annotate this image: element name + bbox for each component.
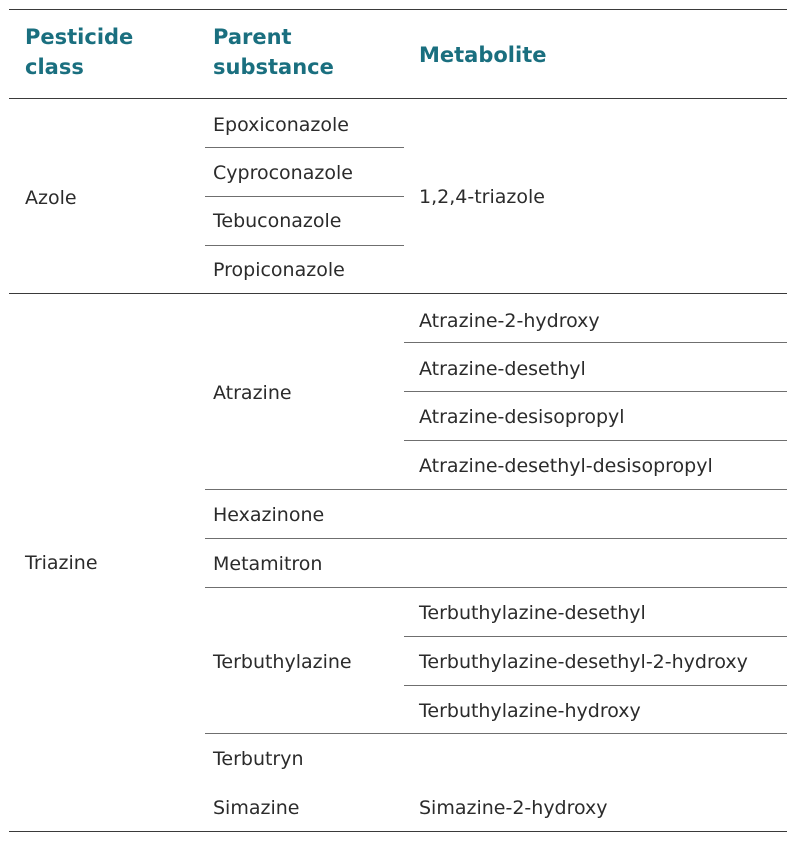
parent-metamitron: Metamitron [213,553,323,575]
row-divider [205,587,787,588]
row-divider [205,196,404,197]
header-pesticide-class [25,22,133,82]
table-bottom-rule [9,831,787,832]
row-divider [205,538,787,539]
row-divider [205,489,787,490]
row-divider [404,685,787,686]
header-pesticide-class-line1: Pesticide [25,25,134,49]
parent-cyproconazole: Cyproconazole [213,162,353,184]
metabolite-atrazine-desisopropyl: Atrazine-desisopropyl [419,406,625,428]
row-divider [205,245,404,246]
metabolite-terbuthylazine-hydroxy: Terbuthylazine-hydroxy [419,700,641,722]
row-divider [404,636,787,637]
row-divider [404,391,787,392]
metabolite-atrazine-2-hydroxy: Atrazine-2-hydroxy [419,310,600,332]
parent-terbutryn: Terbutryn [213,748,304,770]
metabolite-atrazine-desethyl-desisopropyl: Atrazine-desethyl-desisopropyl [419,455,713,477]
metabolite-atrazine-desethyl: Atrazine-desethyl [419,358,586,380]
row-divider [404,440,787,441]
header-metabolite: Metabolite [419,43,547,67]
header-parent-substance-line2: substance [213,55,334,79]
class-azole: Azole [25,187,77,209]
header-bottom-rule [9,98,787,99]
parent-atrazine: Atrazine [213,382,292,404]
row-divider [205,733,787,734]
parent-propiconazole: Propiconazole [213,259,345,281]
header-parent-substance-line1: Parent [213,25,292,49]
group-separator [9,293,787,294]
parent-epoxiconazole: Epoxiconazole [213,114,349,136]
parent-hexazinone: Hexazinone [213,504,325,526]
parent-tebuconazole: Tebuconazole [213,210,342,232]
parent-terbuthylazine: Terbuthylazine [213,651,352,673]
class-triazine: Triazine [25,552,98,574]
metabolite-terbuthylazine-desethyl-2-hydroxy: Terbuthylazine-desethyl-2-hydroxy [419,651,748,673]
header-parent-substance [213,22,334,82]
metabolite-simazine-2-hydroxy: Simazine-2-hydroxy [419,797,608,819]
row-divider [205,147,404,148]
row-divider [404,342,787,343]
table-top-rule [9,9,787,10]
parent-simazine: Simazine [213,797,300,819]
header-pesticide-class-line2: class [25,55,84,79]
metabolite-1-2-4-triazole: 1,2,4-triazole [419,186,545,208]
metabolite-terbuthylazine-desethyl: Terbuthylazine-desethyl [419,602,646,624]
